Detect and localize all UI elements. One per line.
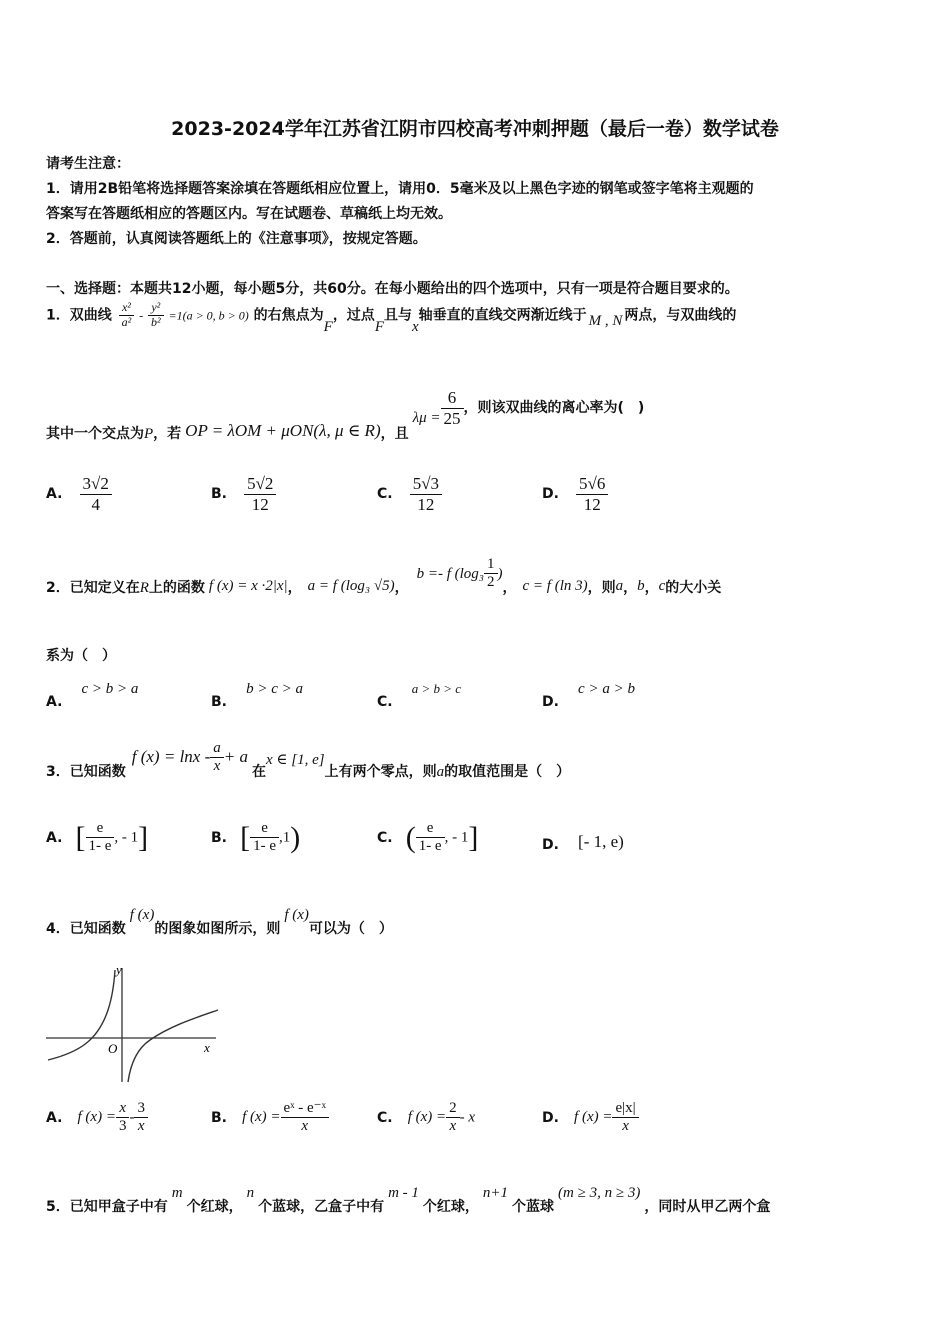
question-3-line [46, 740, 571, 780]
option-frac: $\frac{x}{3}$ [116, 1100, 130, 1136]
q1-eq-rest: =1(a > 0, b > 0) [168, 308, 249, 323]
option-value: $\frac{3√2}{4}$ [80, 474, 112, 514]
q1-option-b[interactable] [211, 474, 276, 514]
option-label: A. [46, 486, 63, 503]
q5-condition: (m ≥ 3, n ≥ 3) [558, 1185, 641, 1201]
question-number: 5． [46, 1199, 70, 1215]
q1-text: ，若 [153, 426, 182, 443]
q2-b-close: ) [497, 565, 503, 582]
question-2-line-1 [46, 556, 722, 596]
q2-function: f (x) = x ·2|x| [208, 577, 288, 594]
option-label: D. [542, 694, 559, 710]
question-4-line [46, 904, 393, 937]
option-bracket-open: ( [405, 820, 416, 854]
graph-y-label: y [116, 962, 122, 977]
q2-c-eq: c = f (ln 3) [522, 577, 588, 594]
option-mid: - x [459, 1109, 476, 1126]
q2-text: ，则 [587, 579, 616, 596]
option-bracket-close: ] [138, 820, 149, 854]
option-lhs: f (x) = [574, 1109, 613, 1126]
q2-var-c: c [658, 577, 666, 594]
q2-text: 已知定义在 [69, 579, 140, 596]
option-value: $\frac{5√2}{12}$ [244, 474, 276, 514]
q5-var-m-1: m - 1 [388, 1185, 419, 1201]
q1-eq-frac-y: $\frac{\text{y²}}{\text{b²}}$ [148, 301, 164, 330]
q5-text: 个红球， [186, 1199, 243, 1215]
q1-text: 其中一个交点为 [46, 426, 144, 443]
q4-function: f (x) [284, 907, 309, 923]
option-label: A. [46, 694, 63, 710]
option-bracket-close: ) [290, 820, 301, 854]
q4-option-a[interactable] [46, 1100, 148, 1136]
option-frac: $\frac{e}{1- e}$ [416, 820, 445, 856]
q1-option-c[interactable] [377, 474, 442, 514]
q4-option-b[interactable] [211, 1100, 329, 1136]
question-5-line [46, 1182, 771, 1215]
option-frac: $\frac{2}{x}$ [446, 1100, 460, 1136]
q2-option-b[interactable] [211, 678, 303, 710]
option-tail: , - 1 [444, 829, 469, 846]
q2-option-d[interactable] [542, 678, 635, 710]
q2-option-a[interactable] [46, 678, 139, 710]
q3-function-tail: + a [223, 746, 248, 766]
option-value: c > a > b [578, 681, 635, 697]
option-frac: $\frac{e}{1- e}$ [86, 820, 115, 856]
option-lhs: f (x) = [242, 1109, 281, 1126]
option-mid: - [129, 1109, 135, 1126]
q1-text: 双曲线 [69, 307, 112, 324]
graph-origin-label: O [108, 1041, 118, 1056]
notice-item-2: 2．答题前，认真阅读答题纸上的《注意事项》，按规定答题。 [46, 231, 427, 247]
q3-function: f (x) = lnx - [131, 746, 211, 766]
option-label: A. [46, 1109, 63, 1126]
q2-a-eq: a = f (log₃ √5) [307, 577, 395, 594]
option-lhs: f (x) = [407, 1109, 447, 1126]
q1-text: 两点，与双曲线的 [624, 307, 737, 324]
option-value: [- 1, e) [578, 832, 624, 851]
q2-frac-half: $\frac{1}{2}$ [484, 556, 498, 592]
q5-text: 个红球， [422, 1199, 479, 1215]
q2-text: ， [394, 579, 409, 596]
q3-range: x ∈ [1, e] [265, 751, 325, 768]
q3-option-d[interactable] [542, 832, 624, 852]
option-bracket-open: [ [240, 820, 251, 854]
q5-var-n+1: n+1 [482, 1185, 509, 1201]
q5-var-m: m [171, 1185, 183, 1201]
question-number: 1． [46, 307, 70, 324]
q1-var-F: F [374, 319, 384, 336]
q1-option-a[interactable] [46, 474, 112, 514]
q2-text: ， [287, 579, 302, 596]
q1-text: ，且 [380, 426, 409, 443]
q3-option-b[interactable] [211, 820, 300, 856]
q3-text: 上有两个零点，则 [324, 763, 437, 780]
q1-text: ，过点 [332, 307, 375, 324]
q5-text: 个蓝球 [512, 1199, 555, 1215]
q2-b-eq: b =- f (log₃ [416, 565, 484, 582]
q2-text: 的大小关 [665, 579, 722, 596]
option-label: B. [211, 694, 227, 710]
q5-text: ，同时从甲乙两个盒 [644, 1199, 771, 1215]
q3-frac-a-x: $\frac{a}{x}$ [210, 740, 224, 776]
q4-function: f (x) [129, 907, 155, 923]
q5-text: 个蓝球，乙盒子中有 [258, 1199, 385, 1215]
notice-item-1: 1．请用2B铅笔将选择题答案涂填在答题纸相应位置上，请用0．5毫米及以上黑色字迹的钢笔或签字笔将主观题的 [46, 181, 754, 197]
option-label: D. [542, 837, 559, 853]
q3-option-c[interactable] [377, 820, 478, 856]
option-label: C. [377, 486, 393, 503]
q1-frac-6-25: $\frac{6}{25}$ [441, 388, 464, 428]
option-lhs: f (x) = [77, 1109, 116, 1126]
option-tail: ,1 [279, 829, 291, 846]
option-label: D. [542, 1109, 559, 1126]
q2-var-a: a [615, 577, 624, 594]
option-value: $\frac{5√3}{12}$ [410, 474, 442, 514]
question-1-line-1 [46, 300, 737, 336]
q2-text: 上的函数 [148, 579, 205, 596]
option-tail: , - 1 [114, 829, 139, 846]
option-label: C. [377, 1109, 393, 1126]
option-value: a > b > c [411, 681, 462, 696]
option-value: b > c > a [246, 681, 303, 697]
q2-var-b: b [637, 577, 645, 594]
option-frac: $\frac{e|x|}{x}$ [612, 1100, 638, 1136]
option-label: D. [542, 486, 559, 503]
q4-text: 已知函数 [69, 921, 126, 937]
option-frac: $\frac{\text{eˣ - e⁻ˣ}}{x}$ [281, 1100, 329, 1136]
q3-text: 的取值范围是（ ） [444, 763, 571, 780]
option-value: c > b > a [81, 681, 139, 697]
section-heading: 一、选择题：本题共12小题，每小题5分，共60分。在每小题给出的四个选项中，只有一项是符合题目要求的。 [46, 281, 739, 297]
question-2-line-2: 系为（ ） [46, 648, 116, 664]
question-1-line-2 [46, 388, 645, 443]
question-number: 3． [46, 763, 70, 780]
option-value: $\frac{5√6}{12}$ [576, 474, 608, 514]
q1-option-d[interactable] [542, 474, 608, 514]
q1-var-MN: M , N [588, 313, 623, 330]
q1-eq-minus: - [139, 308, 144, 323]
q1-vector-eq: OP = λOM + μON(λ, μ ∈ R) [185, 421, 381, 441]
q1-text: ，则该双曲线的离心率为( ) [463, 400, 645, 417]
option-frac: $\frac{3}{x}$ [134, 1100, 148, 1136]
q5-var-n: n [246, 1185, 255, 1201]
q1-text: 的右焦点为 [253, 307, 324, 324]
page-title: 2023-2024学年江苏省江阴市四校高考冲刺押题（最后一卷）数学试卷 [171, 118, 779, 140]
option-label: C. [377, 694, 393, 710]
q5-text: 已知甲盒子中有 [69, 1199, 168, 1215]
option-label: C. [377, 829, 393, 846]
option-frac: $\frac{e}{1- e}$ [250, 820, 279, 856]
q3-text: 在 [251, 763, 266, 780]
q1-text: 且与 [383, 307, 412, 324]
notice-heading: 请考生注意： [46, 156, 130, 172]
q1-lambda-mu: λμ = [412, 410, 441, 427]
option-label: A. [46, 829, 63, 846]
q2-text: ， [623, 579, 638, 596]
q1-eq-frac-x: $\frac{\text{x²}}{\text{a²}}$ [119, 301, 135, 330]
q2-option-c[interactable] [377, 678, 462, 710]
option-label: B. [211, 1109, 227, 1126]
q1-var-x: x [411, 319, 419, 336]
q3-text: 已知函数 [69, 763, 126, 780]
q1-text: 轴垂直的直线交两渐近线于 [418, 307, 587, 324]
option-bracket-close: ] [468, 820, 479, 854]
q3-var-a: a [436, 763, 445, 780]
question-number: 4． [46, 921, 70, 937]
q1-var-P: P [144, 426, 154, 443]
notice-item-1-cont: 答案写在答题纸相应的答题区内。写在试题卷、草稿纸上均无效。 [46, 206, 452, 222]
q2-text: ， [502, 579, 517, 596]
option-label: B. [211, 829, 227, 846]
question-number: 2． [46, 579, 70, 596]
q1-var-F: F [323, 319, 333, 336]
option-label: B. [211, 486, 227, 503]
q4-option-d[interactable] [542, 1100, 639, 1136]
q4-text: 可以为（ ） [308, 921, 393, 937]
q2-text: ， [644, 579, 659, 596]
graph-left-branch [48, 970, 115, 1060]
q3-option-a[interactable] [46, 820, 148, 856]
option-bracket-open: [ [75, 820, 86, 854]
q4-text: 的图象如图所示，则 [154, 921, 281, 937]
q4-option-c[interactable] [377, 1100, 475, 1136]
q2-var-R: R [139, 579, 149, 596]
graph-x-label: x [204, 1040, 210, 1055]
q4-function-graph [40, 960, 230, 1090]
